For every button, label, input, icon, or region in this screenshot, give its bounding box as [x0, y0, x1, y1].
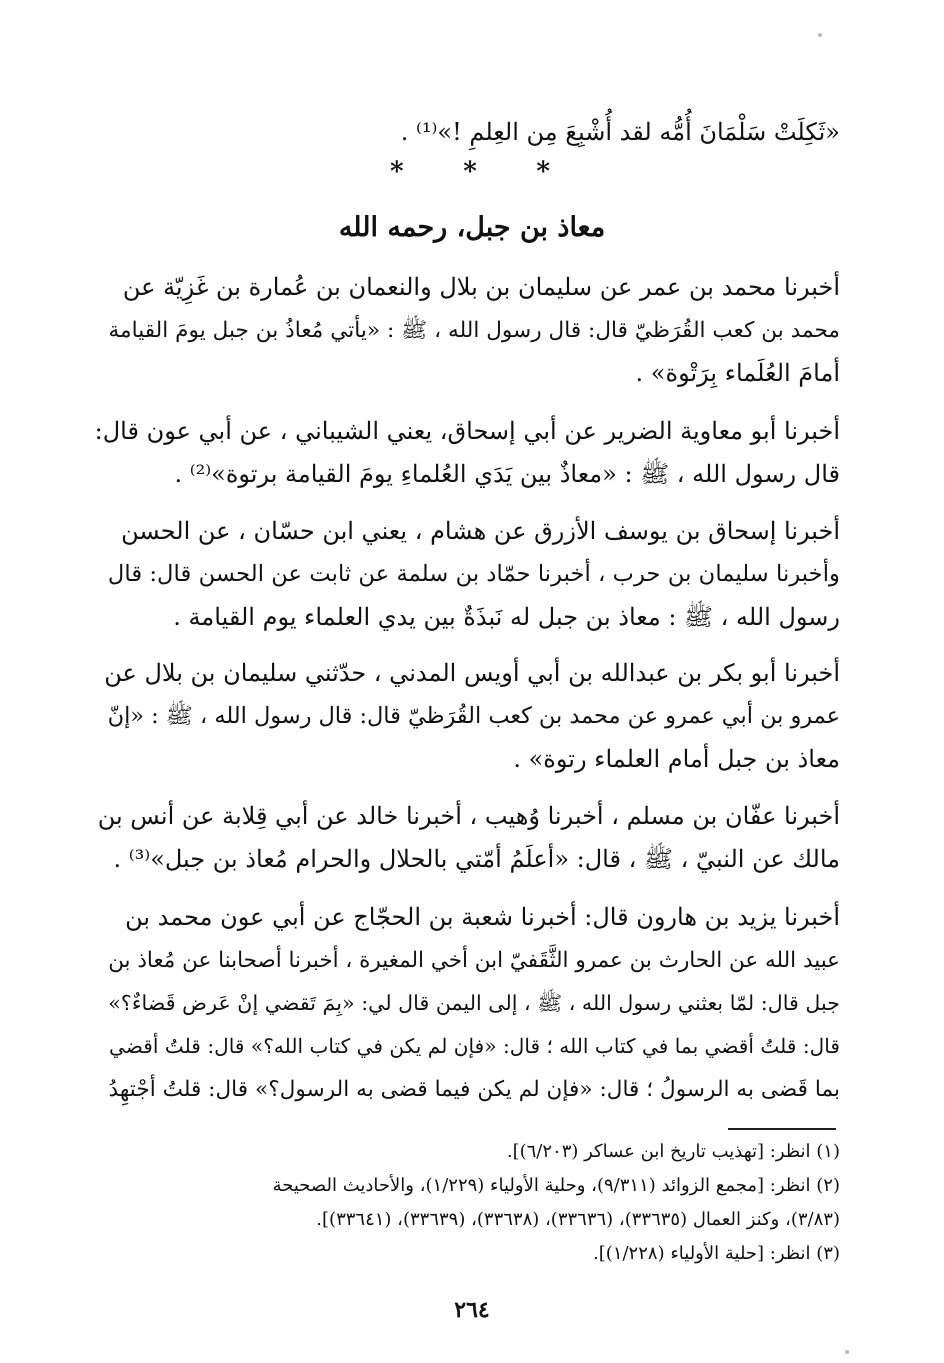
- text-line: قال رسول الله ، ﷺ : «معاذٌ بين يَدَي العُلماءِ يومَ القيامة برتوة»⁽²⁾ .: [174, 460, 840, 488]
- page-number: ٢٦٤: [454, 1297, 490, 1323]
- footnote-divider: [728, 1128, 836, 1130]
- footnote-line: (٢) انظر: [مجمع الزوائد (٩/٣١١)، وحلية الأولياء (١/٢٢٩)، والأحاديث الصحيحة: [272, 1175, 840, 1196]
- text-line: عمرو بن أبي عمرو عن محمد بن كعب القُرَظيّ قال: قال رسول الله ، ﷺ : «إنّ: [107, 703, 840, 729]
- footnotes: [93, 1135, 840, 1271]
- paragraph: [93, 410, 840, 496]
- text-line: أخبرنا أبو بكر بن عبدالله بن أبي أويس المدني ، حدّثني سليمان بن بلال عن: [104, 659, 840, 687]
- separator-star: *: [463, 157, 477, 187]
- text-line: مالك عن النبيّ ، ﷺ ، قال: «أعلَمُ أمّتي بالحلال والحرام مُعاذ بن جبل»⁽³⁾ .: [113, 845, 840, 873]
- text-line: بما قَضى به الرسولُ ؛ قال: «فإن لم يكن فيما قضى به الرسول؟» قال: قلتُ أجْتهِدُ: [108, 1077, 840, 1102]
- section-heading: معاذ بن جبل، رحمه الله: [338, 212, 606, 243]
- text-line: أخبرنا يزيد بن هارون قال: أخبرنا شعبة بن الحجّاج عن أبي عون محمد بن: [125, 903, 840, 931]
- separator-star: *: [390, 157, 404, 187]
- section-separator: [390, 157, 550, 187]
- paragraph: [93, 896, 840, 1111]
- text-line: «ثَكِلَتْ سَلْمَانَ أُمُّه لقد أُشْبِعَ مِن العِلمِ !»⁽¹⁾ .: [400, 118, 840, 146]
- paragraph: [93, 266, 840, 395]
- text-line: أخبرنا إسحاق بن يوسف الأزرق عن هشام ، يعني ابن حسّان ، عن الحسن: [121, 517, 840, 545]
- text-line: وأخبرنا سليمان بن حرب ، أخبرنا حمّاد بن سلمة عن ثابت عن الحسن قال: قال: [107, 561, 840, 587]
- text-line: عبيد الله عن الحارث بن عمرو الثَّقَفيّ ابن أخي المغيرة ، أخبرنا أصحابنا عن مُعاذ بن: [108, 948, 840, 973]
- footnote-line: (١) انظر: [تهذيب تاريخ ابن عساكر (٦/٢٠٣)].: [506, 1141, 840, 1162]
- text-line: رسول الله ، ﷺ : معاذ بن جبل له نَبذَةٌ بين يدي العلماء يوم القيامة .: [173, 603, 840, 631]
- text-line: جبل قال: لمّا بعثني رسول الله ، ﷺ ، إلى اليمن قال لي: «بِمَ تَقضي إنْ عَرض قَضاءٌ؟»: [108, 991, 840, 1015]
- text-line: أخبرنا عفّان بن مسلم ، أخبرنا وُهيب ، أخبرنا خالد عن أبي قِلابة عن أنس بن: [97, 802, 840, 830]
- footnote-line: (٣) انظر: [حلية الأولياء (١/٢٢٨)].: [593, 1243, 840, 1264]
- text-line: أخبرنا محمد بن عمر عن سليمان بن بلال والنعمان بن عُمارة بن غَزِيّة عن: [122, 273, 840, 301]
- scan-speck: [818, 33, 822, 37]
- text-line: قال: قلتُ أقضي بما في كتاب الله ؛ قال: «فإن لم يكن في كتاب الله؟» قال: قلتُ أقضي: [109, 1034, 840, 1058]
- text-line: أمامَ العُلَماء بِرَتْوة» .: [635, 359, 840, 387]
- text-line: معاذ بن جبل أمام العلماء رتوة» .: [513, 745, 840, 773]
- paragraph: [93, 795, 840, 881]
- text-line: أخبرنا أبو معاوية الضرير عن أبي إسحاق، يعني الشيباني ، عن أبي عون قال:: [94, 417, 840, 445]
- opening-line: [93, 111, 840, 154]
- text-line: محمد بن كعب القُرَظيّ قال: قال رسول الله ، ﷺ : «يأتي مُعاذُ بن جبل يومَ القيامة: [108, 318, 840, 343]
- paragraph: [93, 510, 840, 639]
- scan-speck: [845, 1350, 849, 1354]
- separator-star: *: [536, 157, 550, 187]
- footnote-line: (٣/٨٣)، وكنز العمال (٣٣٦٣٥)، (٣٣٦٣٦)، (٣٣٦٣٨)، (٣٣٦٣٩)، (٣٣٦٤١)].: [316, 1209, 840, 1230]
- paragraph: [93, 652, 840, 781]
